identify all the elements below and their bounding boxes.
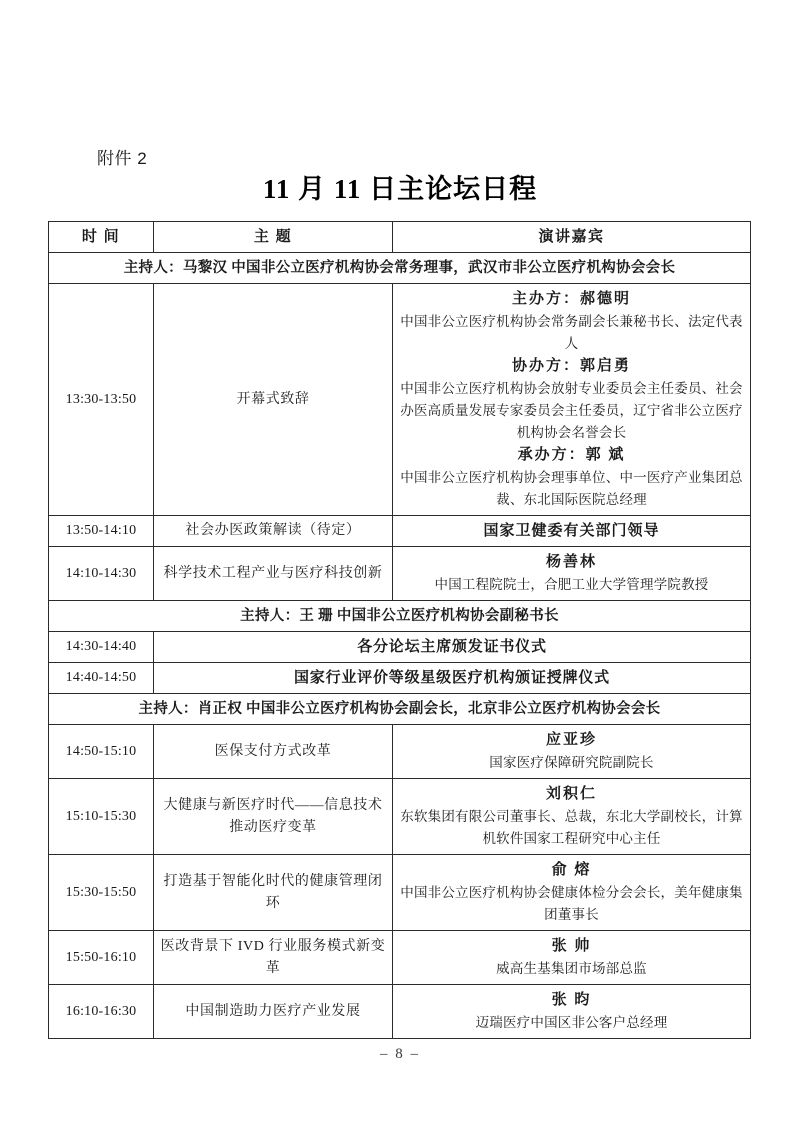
guest-role: 东软集团有限公司董事长、总裁，东北大学副校长，计算机软件国家工程研究中心主任 <box>400 809 743 846</box>
host-row <box>49 601 751 632</box>
guest-block <box>398 989 745 1034</box>
page-number: – 8 – <box>380 1046 420 1062</box>
table-header-row <box>49 222 751 253</box>
guest-role: 中国工程院院士，合肥工业大学管理学院教授 <box>434 577 709 592</box>
table-row <box>49 663 751 694</box>
attachment-label: 附件 2 <box>97 149 148 168</box>
session-time: 13:50-14:10 <box>49 516 154 547</box>
guest-name: 协办方：郭启勇 <box>511 358 631 374</box>
session-guest <box>393 779 751 855</box>
ceremony-title: 各分论坛主席颁发证书仪式 <box>154 632 751 663</box>
schedule-table <box>48 221 751 1039</box>
column-header-topic: 主 题 <box>154 222 393 253</box>
table-row <box>49 632 751 663</box>
guest-role: 中国非公立医疗机构协会理事单位、中一医疗产业集团总裁、东北国际医院总经理 <box>400 470 743 507</box>
session-time: 13:30-13:50 <box>49 284 154 516</box>
table-row <box>49 725 751 779</box>
host-label: 主持人：马黎汉 中国非公立医疗机构协会常务理事，武汉市非公立医疗机构协会会长 <box>49 253 751 284</box>
session-time: 14:10-14:30 <box>49 547 154 601</box>
guest-role: 中国非公立医疗机构协会常务副会长兼秘书长、法定代表人 <box>400 314 743 351</box>
guest-block <box>398 935 745 980</box>
guest-role: 迈瑞医疗中国区非公客户总经理 <box>475 1015 668 1030</box>
session-time: 14:40-14:50 <box>49 663 154 694</box>
column-header-time: 时 间 <box>49 222 154 253</box>
guest-role: 国家医疗保障研究院副院长 <box>489 755 654 770</box>
session-time: 14:30-14:40 <box>49 632 154 663</box>
session-time: 15:50-16:10 <box>49 931 154 985</box>
host-row <box>49 694 751 725</box>
guest-name: 主办方：郝德明 <box>511 291 631 307</box>
guest-block <box>398 444 745 511</box>
session-topic: 打造基于智能化时代的健康管理闭环 <box>154 855 393 931</box>
session-topic: 大健康与新医疗时代——信息技术推动医疗变革 <box>154 779 393 855</box>
guest-block <box>398 859 745 926</box>
session-guest <box>393 985 751 1039</box>
session-guest <box>393 725 751 779</box>
table-row <box>49 855 751 931</box>
session-topic: 医改背景下 IVD 行业服务模式新变革 <box>154 931 393 985</box>
session-time: 16:10-16:30 <box>49 985 154 1039</box>
session-guest <box>393 931 751 985</box>
table-row <box>49 985 751 1039</box>
host-label: 主持人：王 珊 中国非公立医疗机构协会副秘书长 <box>49 601 751 632</box>
table-row <box>49 516 751 547</box>
guest-name: 张 帅 <box>551 938 592 954</box>
page-title: 11 月 11 日主论坛日程 <box>262 174 538 204</box>
session-guest <box>393 855 751 931</box>
ceremony-title: 国家行业评价等级星级医疗机构颁证授牌仪式 <box>154 663 751 694</box>
guest-name: 刘积仁 <box>545 786 597 802</box>
guest-name: 俞 熔 <box>551 862 592 878</box>
guest-role: 中国非公立医疗机构协会健康体检分会会长，美年健康集团董事长 <box>400 885 743 922</box>
guest-role: 威高生基集团市场部总监 <box>496 961 647 976</box>
session-topic: 中国制造助力医疗产业发展 <box>154 985 393 1039</box>
host-row <box>49 253 751 284</box>
guest-block <box>398 729 745 774</box>
table-row <box>49 931 751 985</box>
session-guest <box>393 284 751 516</box>
session-time: 14:50-15:10 <box>49 725 154 779</box>
table-row <box>49 284 751 516</box>
table-row <box>49 547 751 601</box>
session-topic: 医保支付方式改革 <box>154 725 393 779</box>
column-header-guest: 演讲嘉宾 <box>393 222 751 253</box>
session-guest <box>393 547 751 601</box>
guest-name: 张 昀 <box>551 992 592 1008</box>
guest-block <box>398 551 745 596</box>
table-row <box>49 779 751 855</box>
guest-name: 应亚珍 <box>545 732 597 748</box>
guest-role: 中国非公立医疗机构协会放射专业委员会主任委员、社会办医高质量发展专家委员会主任委员，辽宁省非公立医疗机构协会名誉会长 <box>400 381 743 440</box>
guest-name: 杨善林 <box>545 554 597 570</box>
session-guest: 国家卫健委有关部门领导 <box>393 516 751 547</box>
host-label: 主持人：肖正权 中国非公立医疗机构协会副会长，北京非公立医疗机构协会会长 <box>49 694 751 725</box>
guest-name: 承办方：郭 斌 <box>517 447 626 463</box>
session-topic: 科学技术工程产业与医疗科技创新 <box>154 547 393 601</box>
session-time: 15:30-15:50 <box>49 855 154 931</box>
guest-block <box>398 355 745 444</box>
session-time: 15:10-15:30 <box>49 779 154 855</box>
session-topic: 开幕式致辞 <box>154 284 393 516</box>
session-topic: 社会办医政策解读（待定） <box>154 516 393 547</box>
guest-block <box>398 783 745 850</box>
guest-block <box>398 288 745 355</box>
